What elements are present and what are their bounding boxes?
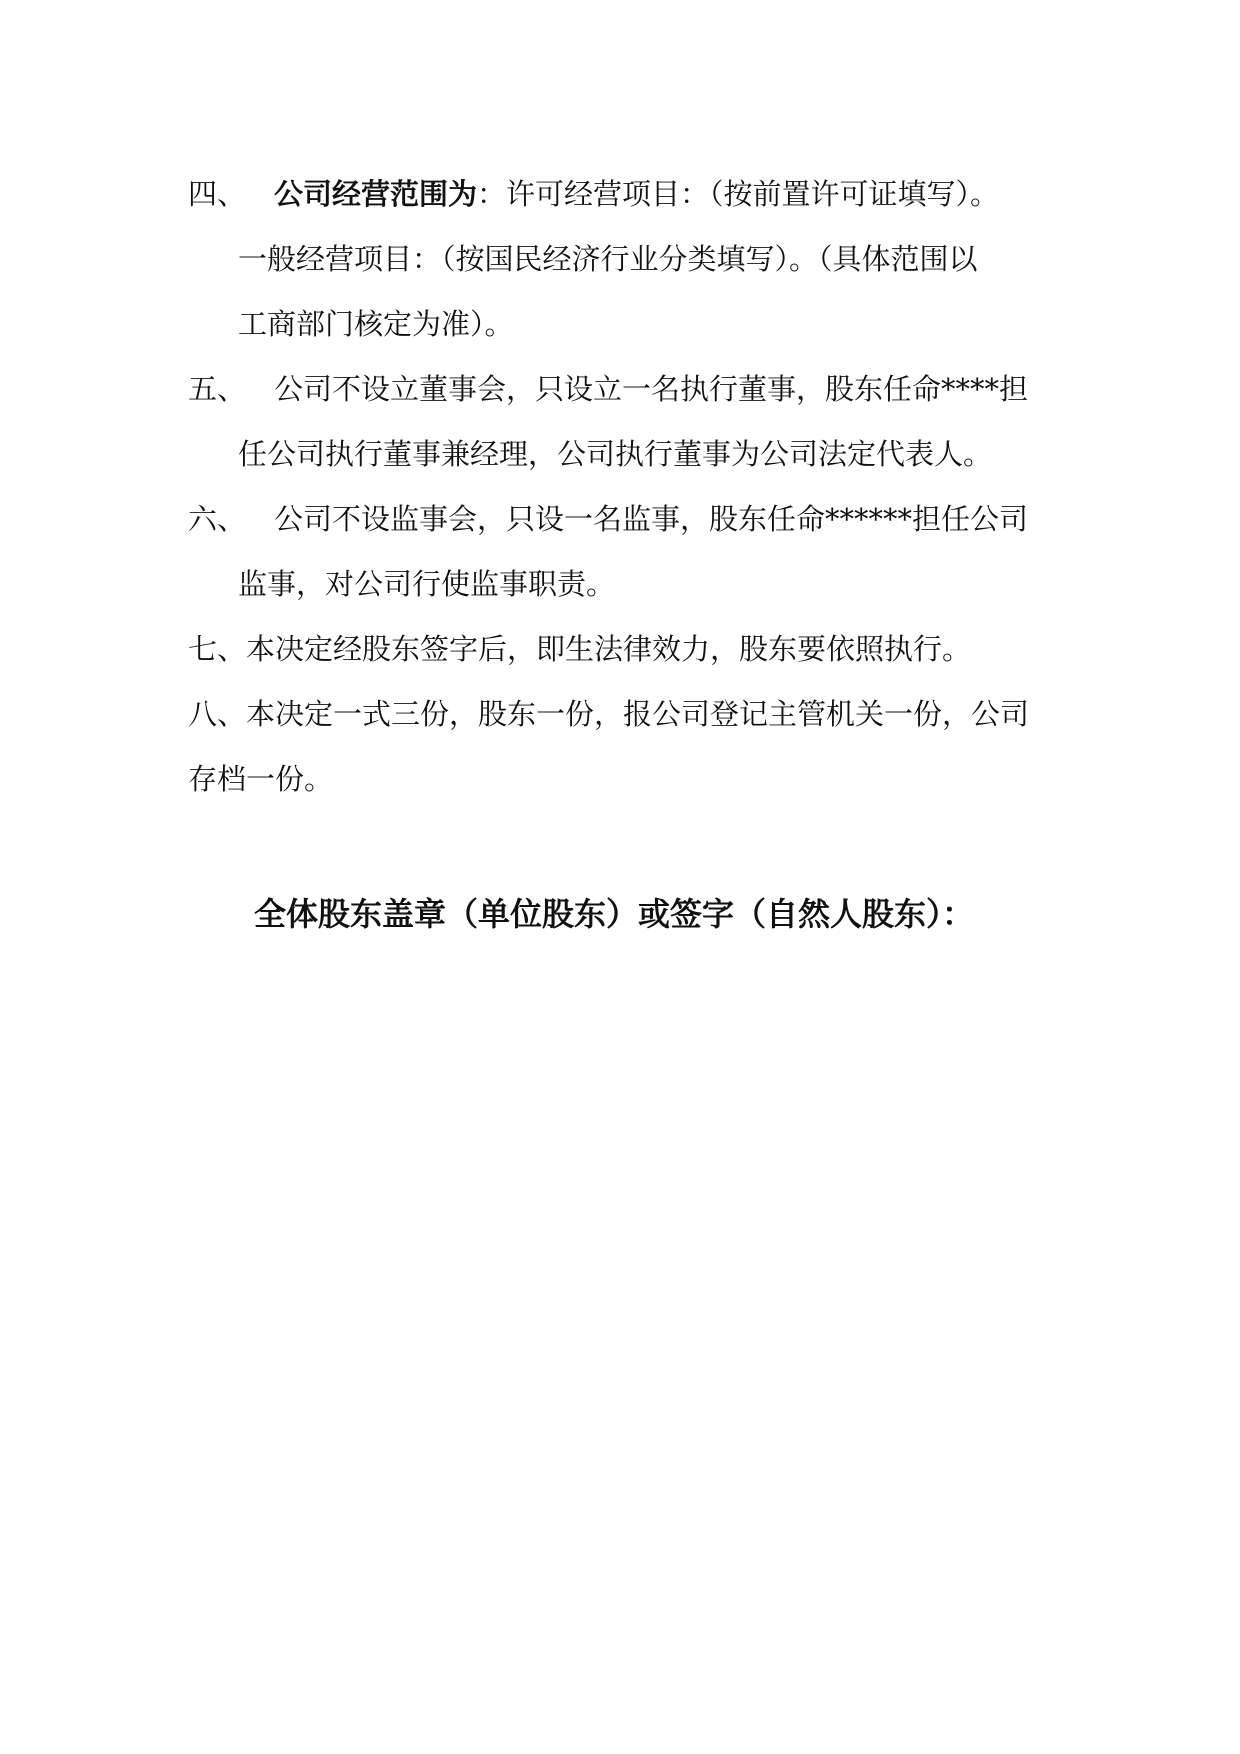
item-four-line2: 一般经营项目：（按国民经济行业分类填写）。（具体范围以 <box>238 242 978 276</box>
item-six-number: 六、 <box>188 502 247 536</box>
item-four-line1 <box>188 174 999 214</box>
item-five-line1-text: 公司不设立董事会，只设立一名执行董事，股东任命****担 <box>274 372 1029 406</box>
item-eight-line1: 八、本决定一式三份，股东一份，报公司登记主管机关一份，公司 <box>188 697 1030 731</box>
item-five-number: 五、 <box>188 372 247 406</box>
item-five-line2: 任公司执行董事兼经理，公司执行董事为公司法定代表人。 <box>238 437 993 471</box>
item-six-line1-text: 公司不设监事会，只设一名监事，股东任命******担任公司 <box>274 502 1029 536</box>
item-four-number: 四、 <box>188 177 247 211</box>
item-seven-line1: 七、本决定经股东签字后，即生法律效力，股东要依照执行。 <box>188 632 972 666</box>
item-eight-line2: 存档一份。 <box>188 762 334 796</box>
item-four-bold-label: 公司经营范围为 <box>274 177 478 211</box>
item-four-line1-text: ：许可经营项目：（按前置许可证填写）。 <box>477 177 1000 211</box>
item-six-line1 <box>188 499 1028 539</box>
item-six-line2: 监事，对公司行使监事职责。 <box>238 567 616 601</box>
item-five-line1 <box>188 369 1028 409</box>
signature-heading: 全体股东盖章（单位股东）或签字（自然人股东）： <box>254 895 975 933</box>
item-four-line3: 工商部门核定为准）。 <box>238 307 514 341</box>
